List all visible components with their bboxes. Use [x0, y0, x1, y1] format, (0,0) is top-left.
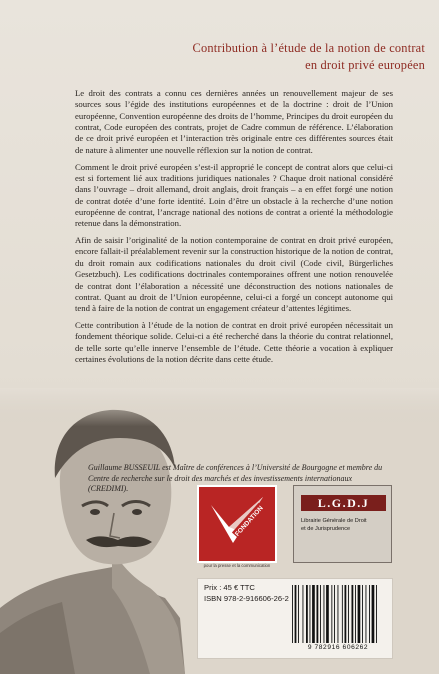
fondation-caption: pour la presse et la communication: [203, 563, 271, 568]
synopsis-paragraph: Le droit des contrats a connu ces dernières années un renouvellement majeur de ses sources sous l’égide des institutions européennes et de la doctrine : droit de l’Union européenne, Convention européenne des droits de l’homme, Principes du droit européen du contrat, Code européen des contrats, projet de Cadre commun de référence. L’élaboration de ce droit privé européen et l’interaction très originale entre ces différentes sources était de nature à alimenter une nouvelle réflexion sur la notion de contrat.: [75, 88, 393, 155]
isbn-label: ISBN 978-2-916606-26-2: [204, 594, 289, 603]
title-line-1: Contribution à l’étude de la notion de contrat: [192, 41, 425, 55]
fondation-emblem-icon: [199, 487, 275, 561]
synopsis-paragraph: Cette contribution à l’étude de la notion de contrat en droit privé européen nécessitait un fondement théorique solide. Celui-ci a été recherché dans la théorie du contrat relationnel, de telle sorte qu’elle innerve l’ensemble de l’étude. Cette théorie a vocation à expliquer certaines évolutions de la notion décrite dans cette étude.: [75, 320, 393, 365]
title-line-2: en droit privé européen: [305, 58, 425, 72]
barcode-digits: 9 782916 606262: [307, 644, 369, 651]
lgdj-wordmark: L.G.D.J: [301, 495, 386, 511]
book-title: [95, 40, 425, 74]
synopsis-paragraph: Afin de saisir l’originalité de la notion contemporaine de contrat en droit privé européen, encore fallait-il préalablement revenir sur la construction historique de la notion de contrat, du droit romain aux codifications nationales du droit civil (Code civil, Bürgerliches Gesetzbuch). Les codifications doctrinales contemporaines offrent une notion renouvelée de contrat dont l’élaboration a nécessité une déconstruction des notions nationales de contrat. Quant au droit de l’Union européenne, celui-ci a forgé un concept autonome qui tend à faire de la notion de contrat un engagement créateur d’attentes légitimes.: [75, 235, 393, 314]
price-isbn-box: [197, 578, 393, 659]
price-label: Prix : 45 € TTC: [204, 583, 255, 592]
barcode-icon: [290, 585, 386, 643]
publisher-name-line-2: et de Jurisprudence: [301, 526, 351, 532]
author-note: Guillaume BUSSEUIL est Maître de conférences à l’Université de Bourgogne et membre du Centre de recherche sur le droit des marchés et des investissements internationaux (CREDIMI).: [88, 463, 383, 494]
publisher-name-line-1: Librairie Générale de Droit: [301, 518, 367, 524]
publisher-name: [301, 517, 389, 533]
fondation-logo: [197, 485, 277, 563]
publisher-logo: [293, 485, 392, 563]
svg-text:FONDATION: FONDATION: [234, 504, 265, 538]
synopsis-paragraph: Comment le droit privé européen s’est-il approprié le concept de contrat alors que celui-ci est si fortement lié aux traditions juridiques nationales ? Chaque droit national considéré dans l’ouvrage – droit allemand, droit anglais, droit français – a en effet forgé une notion de contrat dotée d’une forte identité. Loin d’être un obstacle à la recherche d’une notion européenne de contrat, l’ancrage national des notions de contrat a orienté la méthodologie retenue dans la démonstration.: [75, 161, 393, 229]
synopsis: [75, 88, 393, 371]
